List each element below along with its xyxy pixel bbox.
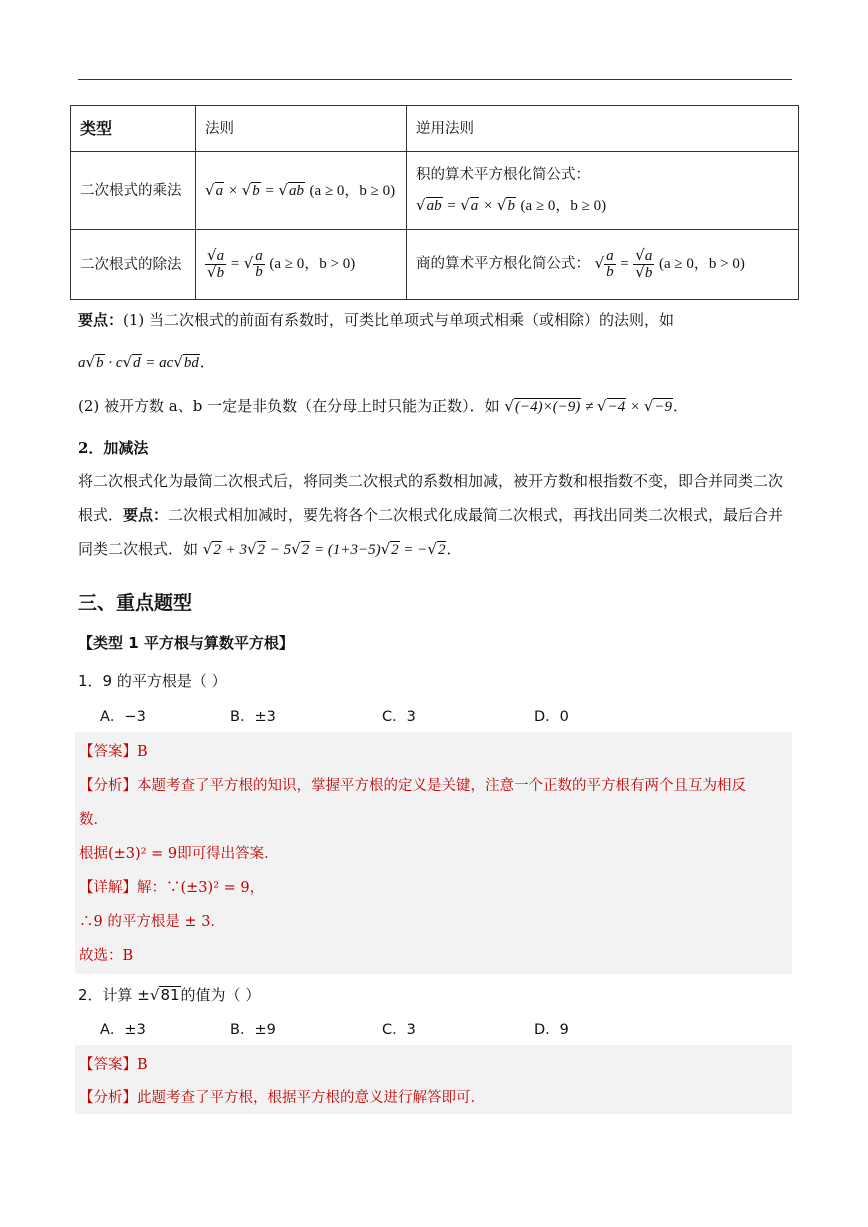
row-div-name: 二次根式的除法 — [71, 230, 196, 300]
row-mul-rule — [196, 152, 407, 230]
q2-stem-pre: 2．计算 ± — [78, 986, 150, 1004]
q1-conclusion: ∴9 的平方根是 ± 3． — [79, 914, 225, 930]
q2-option-c: C．3 — [382, 1022, 416, 1038]
section-title: 三、重点题型 — [78, 592, 193, 614]
q2-answer: 【答案】B — [79, 1057, 148, 1073]
q1-option-c: C．3 — [382, 709, 416, 725]
mul-inverse-cond: (a ≥ 0，b ≥ 0) — [520, 198, 607, 214]
note-2-end: ． — [673, 397, 689, 415]
q1-options — [100, 705, 700, 729]
q2-option-b: B．±9 — [230, 1022, 276, 1038]
row-div-inverse — [407, 230, 799, 300]
q2-option-d: D．9 — [534, 1022, 569, 1038]
q1-option-d: D．0 — [534, 709, 569, 725]
q2-option-a: A．±3 — [100, 1022, 146, 1038]
note-1-formula: a√b · c√d = ac√bd． — [78, 353, 215, 371]
add-key: 要点： — [123, 506, 169, 524]
q1-detail: 【详解】解：∵(±3)² = 9， — [79, 880, 265, 896]
add-paragraph: 将二次根式化为最简二次根式后，将同类二次根式的系数相加减，被开方数和根指数不变，即合并同类二次根式．要点：二次根式相加减时，要先将各个二次根式化成最简二次根式，再找出同类二次根式，最后合并同类二次根式．如 √2 + 3√2 − 5√2 = (1+3−5)√2 = −√2． — [78, 472, 784, 558]
row-mul-inverse — [407, 152, 799, 230]
q1-analysis-2: 数． — [79, 812, 108, 828]
note-2 — [78, 394, 688, 419]
note-2-formula: √(−4)×(−9) ≠ √−4 × √−9 — [504, 397, 673, 415]
note-2-text: (2) 被开方数 a、b 一定是非负数（在分母上时只能为正数）．如 — [78, 397, 500, 415]
note-label: 要点： — [78, 311, 124, 329]
table-row-div — [71, 230, 799, 300]
q1-answer: 【答案】B — [79, 744, 148, 760]
q1-option-b: B．±3 — [230, 709, 276, 725]
mul-inverse-title: 积的算术平方根化简公式： — [416, 167, 590, 183]
q1-analysis-1: 【分析】本题考查了平方根的知识，掌握平方根的定义是关键，注意一个正数的平方根有两个且互为相反 — [79, 778, 746, 794]
div-inverse-cond: (a ≥ 0，b > 0) — [658, 255, 745, 272]
add-text-2: 二次根式相加减时，要先将各个二次根式化成最简二次根式，再找出同类二次根式，最后合并同类二次根式．如 — [78, 506, 784, 558]
rules-table — [70, 105, 799, 300]
q1-solution-box — [75, 732, 792, 974]
q2-stem-radicand: 81 — [160, 986, 180, 1004]
formula-mul: √a × √b = √ab — [205, 181, 304, 199]
mul-rule-cond: (a ≥ 0，b ≥ 0) — [309, 183, 396, 199]
header-rule — [78, 79, 792, 80]
note-1 — [78, 308, 674, 332]
header-rule-col: 法则 — [196, 106, 407, 152]
q1-pick: 故选：B — [79, 948, 134, 964]
add-formula: √2 + 3√2 − 5√2 = (1+3−5)√2 = −√2 — [202, 540, 446, 558]
row-mul-name: 二次根式的乘法 — [71, 152, 196, 230]
q1-option-a: A．−3 — [100, 709, 146, 725]
q2-stem-post: 的值为（ ） — [180, 986, 261, 1004]
header-inverse-col: 逆用法则 — [407, 106, 799, 152]
q2-analysis: 【分析】此题考查了平方根，根据平方根的意义进行解答即可． — [79, 1090, 485, 1106]
section-subtitle: 【类型 1 平方根与算数平方根】 — [78, 634, 294, 652]
div-inverse-title: 商的算术平方根化简公式： — [416, 255, 590, 272]
q1-stem: 1．9 的平方根是（ ） — [78, 672, 227, 690]
q1-basis: 根据(±3)² = 9即可得出答案． — [79, 846, 279, 862]
q2-options — [100, 1018, 700, 1042]
table-row-mul — [71, 152, 799, 230]
q2-stem: 2．计算 ±√81的值为（ ） — [78, 986, 261, 1004]
note-1-text: (1) 当二次根式的前面有系数时，可类比单项式与单项式相乘（或相除）的法则，如 — [123, 311, 675, 329]
table-header-row — [71, 106, 799, 152]
row-div-rule — [196, 230, 407, 300]
div-rule-cond: (a ≥ 0，b > 0) — [269, 255, 356, 272]
formula-div: $\frac{√a}{√b}$ = √ $\frac{a}{b}$ — [207, 246, 263, 282]
add-text-1: 将二次根式化为最简二次根式后，将同类二次根式的系数相加减，被开方数和根指数不变，即合并同类二次根式． — [78, 472, 784, 524]
header-type: 类型 — [71, 106, 196, 152]
formula-mul-inverse: √ab = √a × √b — [416, 196, 515, 214]
formula-div-inverse: √ $\frac{a}{b}$ = $\frac{√a}{√b}$ — [594, 246, 653, 282]
q2-solution-box — [75, 1045, 792, 1114]
add-heading: 2．加减法 — [78, 439, 149, 457]
